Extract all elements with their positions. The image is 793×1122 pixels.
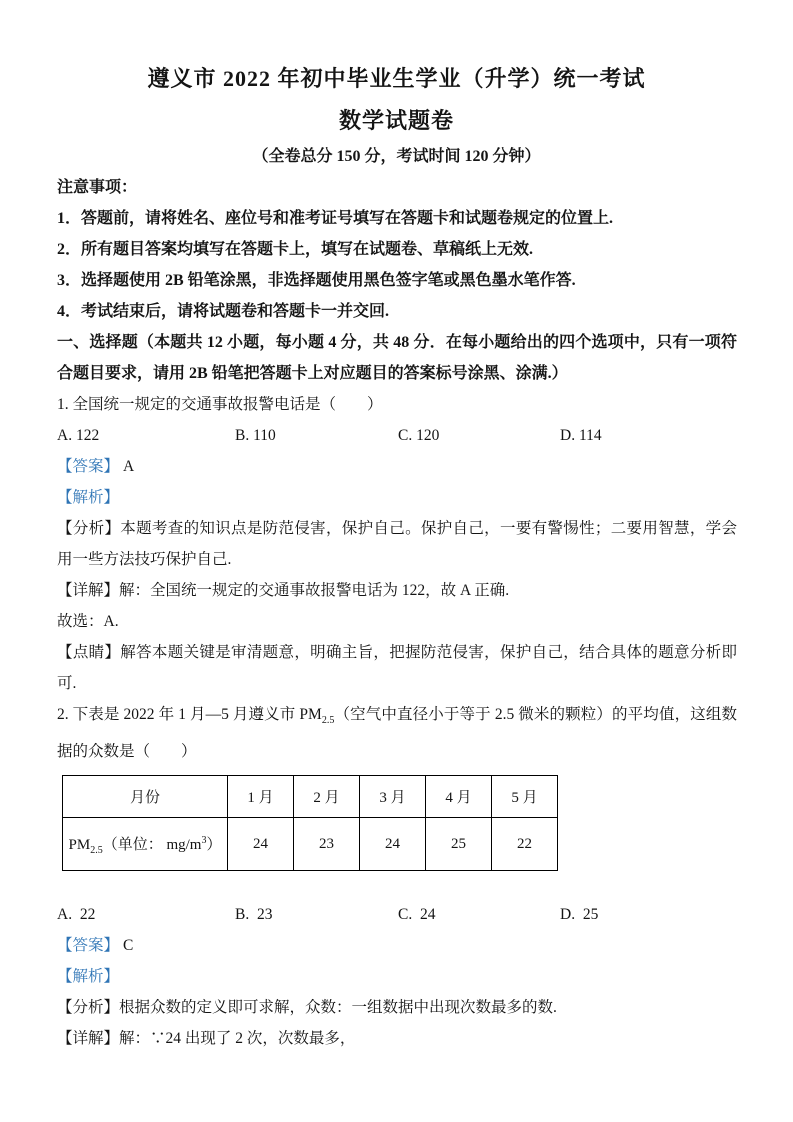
- notice-item-3: 3．选择题使用 2B 铅笔涂黑，非选择题使用黑色签字笔或黑色墨水笔作答.: [57, 272, 576, 289]
- notice-heading: 注意事项：: [57, 179, 138, 196]
- table-value-mar: 24: [360, 818, 426, 871]
- table-value-jan: 24: [228, 818, 294, 871]
- question-1-stem: 1. 全国统一规定的交通事故报警电话是（ ）: [57, 396, 383, 413]
- q1-option-b: B. 110: [235, 427, 276, 444]
- paper-body: [57, 172, 737, 1054]
- q2-analysis-label-line: [57, 961, 737, 992]
- q2-analysis-text: 【分析】根据众数的定义即可求解，众数：一组数据中出现次数最多的数.: [57, 999, 557, 1017]
- exam-info-line: （全卷总分 150 分，考试时间 120 分钟）: [252, 148, 541, 165]
- paper-header: [0, 0, 793, 172]
- q1-option-c: C. 120: [398, 427, 440, 444]
- q1-conclusion-text: 故选：A.: [57, 613, 119, 630]
- question-1-options: [57, 420, 737, 451]
- table-value-row: [63, 818, 558, 871]
- table-value-may: 22: [492, 818, 558, 871]
- q1-option-a: A. 122: [57, 427, 100, 444]
- pm25-data-table: [62, 775, 558, 871]
- table-header-month-label: 月份: [63, 776, 228, 818]
- q1-answer-value: A: [123, 458, 135, 475]
- q2-analysis-label: 【解析】: [57, 968, 120, 986]
- paper-title: 遵义市 2022 年初中毕业生学业（升学）统一考试: [147, 66, 646, 91]
- q1-analysis-label: 【解析】: [57, 489, 120, 506]
- q1-answer-line: [57, 451, 737, 482]
- table-header-apr: 4 月: [426, 776, 492, 818]
- table-header-mar: 3 月: [360, 776, 426, 818]
- q2-answer-value: C: [123, 937, 134, 955]
- q2-option-a: A. 22: [57, 906, 96, 924]
- paper-subtitle: 数学试题卷: [338, 108, 454, 133]
- q2-option-d: D. 25: [560, 906, 599, 924]
- q1-option-d: D. 114: [560, 427, 602, 444]
- q2-detail-text: 【详解】解：∵24 出现了 2 次，次数最多，: [57, 1030, 356, 1048]
- q2-answer-label: 【答案】: [57, 937, 120, 955]
- section-1-heading: 一、选择题（本题共 12 小题，每小题 4 分，共 48 分．在每小题给出的四个选项中，只有一项符合题目要求，请用 2B 铅笔把答题卡上对应题目的答案标号涂黑、涂满.）: [57, 334, 737, 382]
- table-header-jan: 1 月: [228, 776, 294, 818]
- notice-item-2: 2．所有题目答案均填写在答题卡上，填写在试题卷、草稿纸上无效.: [57, 241, 534, 258]
- table-row-label-pm25: $PM_{2.5}$（单位： $mg/m^3$）: [63, 818, 228, 871]
- q1-tip-text: 【点睛】解答本题关键是审清题意，明确主旨，把握防范侵害，保护自己，结合具体的题意分析即可.: [57, 644, 737, 692]
- table-value-feb: 23: [294, 818, 360, 871]
- table-value-apr: 25: [426, 818, 492, 871]
- q1-analysis-text: 【分析】本题考查的知识点是防范侵害，保护自己。保护自己，一要有警惕性；二要用智慧，学会用一些方法技巧保护自己.: [57, 520, 737, 568]
- q1-answer-label: 【答案】: [57, 458, 120, 475]
- q2-option-b: B. 23: [235, 906, 273, 924]
- question-2-options: [57, 899, 737, 930]
- q1-analysis-label-line: [57, 482, 737, 513]
- notice-item-1: 1．答题前，请将姓名、座位号和准考证号填写在答题卡和试题卷规定的位置上.: [57, 210, 614, 227]
- table-header-row: [63, 776, 558, 818]
- question-2-stem: 2. 下表是 2022 年 1 月—5 月遵义市 $PM_{2.5}$（空气中直径小于等于 2.5 微米的颗粒）的平均值，这组数据的众数是（ ）: [57, 706, 737, 761]
- q1-detail-text: 【详解】解：全国统一规定的交通事故报警电话为 122，故 A 正确.: [57, 582, 510, 599]
- q2-answer-line: [57, 930, 737, 961]
- q2-option-c: C. 24: [398, 906, 436, 924]
- notice-item-4: 4．考试结束后，请将试题卷和答题卡一并交回.: [57, 303, 390, 320]
- table-header-may: 5 月: [492, 776, 558, 818]
- table-header-feb: 2 月: [294, 776, 360, 818]
